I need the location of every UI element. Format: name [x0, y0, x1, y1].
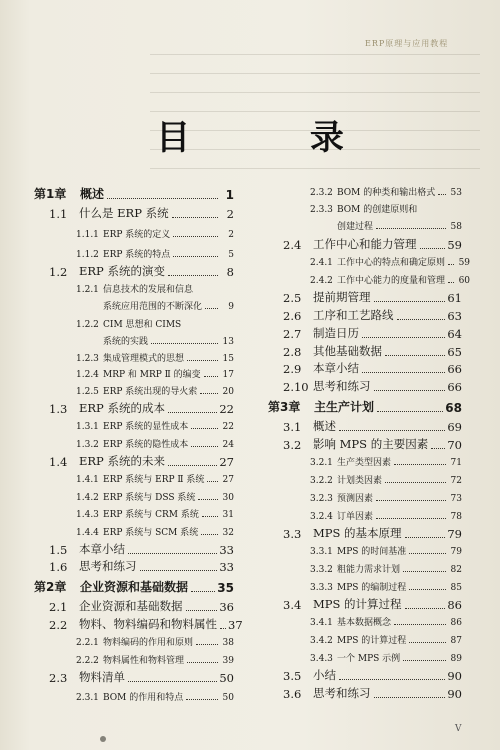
entry-page: 86	[447, 598, 462, 612]
entry-number: 2.4	[283, 238, 302, 252]
entry-number: 第2章	[34, 580, 67, 594]
toc-section-entry	[34, 669, 234, 685]
leader-dots	[207, 481, 218, 482]
entry-title: 概述	[80, 187, 105, 201]
toc-section-entry	[268, 525, 462, 541]
leader-dots	[191, 591, 215, 592]
entry-title: ERP 系统的特点	[103, 250, 171, 260]
leader-dots	[173, 236, 218, 237]
toc-subsection-entry	[34, 690, 234, 703]
toc-subsection-entry	[34, 490, 234, 503]
leader-dots	[376, 500, 446, 501]
entry-title: 思考和练习	[313, 686, 371, 700]
leader-dots	[128, 681, 217, 682]
entry-page: 13	[222, 337, 234, 347]
entry-number: 1.5	[49, 543, 68, 557]
leader-dots	[168, 465, 217, 466]
entry-number: 3.4	[283, 598, 302, 612]
toc-section-entry	[268, 667, 462, 683]
leader-dots	[205, 308, 218, 309]
entry-number: 2.2.1	[76, 638, 99, 648]
toc-section-entry	[268, 685, 462, 701]
entry-title: MPS 的基本原理	[313, 526, 402, 540]
leader-dots	[397, 319, 446, 320]
entry-title: ERP 系统出现的导火索	[103, 387, 198, 397]
entry-number: 2.10	[283, 380, 309, 394]
toc-section-entry	[268, 343, 462, 359]
entry-title: ERP 系统的隐性成本	[103, 440, 189, 450]
entry-number: 1.3.1	[76, 422, 99, 432]
entry-number: 3.2.4	[310, 512, 333, 522]
toc-subsection-entry	[268, 544, 462, 557]
entry-title: 工序和工艺路线	[313, 308, 394, 322]
toc-section-entry	[34, 616, 243, 632]
toc-subsection-entry	[268, 202, 462, 215]
entry-page: 33	[219, 543, 234, 557]
toc-subsection-entry	[34, 635, 234, 648]
entry-page: 78	[450, 512, 462, 522]
toc-subsection-entry	[34, 525, 234, 538]
leader-dots	[376, 228, 446, 229]
toc-section-entry	[34, 400, 234, 416]
entry-title: ERP 系统的定义	[103, 230, 171, 240]
entry-number: 3.3	[283, 527, 302, 541]
leader-dots	[376, 518, 446, 519]
entry-title: 计划类因素	[337, 476, 383, 486]
entry-number: 2.3.2	[310, 188, 333, 198]
leader-dots	[362, 337, 445, 338]
leader-dots	[448, 264, 454, 265]
entry-page: 32	[222, 528, 234, 538]
entry-page: 2	[228, 230, 234, 240]
entry-number: 3.2.2	[310, 476, 333, 486]
entry-title: BOM 的种类和输出格式	[337, 188, 436, 198]
entry-page: 82	[450, 565, 462, 575]
entry-title: 创建过程	[337, 222, 374, 232]
toc-subsection-entry	[34, 299, 234, 312]
entry-title: MPS 的计算过程	[313, 597, 402, 611]
entry-title: 企业资源和基础数据	[79, 599, 183, 613]
entry-page: 61	[447, 291, 462, 305]
leader-dots	[107, 198, 218, 199]
leader-dots	[405, 537, 446, 538]
toc-section-entry	[34, 541, 234, 557]
leader-dots	[403, 660, 446, 661]
toc-subsection-entry	[34, 334, 234, 347]
entry-title: ERP 系统的未来	[79, 454, 165, 468]
toc-chapter-entry	[34, 578, 234, 595]
toc-chapter-entry	[268, 398, 462, 415]
toc-section-entry	[34, 263, 234, 279]
entry-page: 35	[217, 581, 234, 595]
entry-number: 1.2.3	[76, 354, 99, 364]
entry-title: MPS 的计算过程	[337, 636, 407, 646]
leader-dots	[128, 553, 217, 554]
entry-number: 1.4.1	[76, 475, 99, 485]
toc-section-entry	[268, 436, 462, 452]
entry-page: 79	[447, 527, 462, 541]
entry-number: 3.4.1	[310, 618, 333, 628]
toc-subsection-entry	[34, 507, 234, 520]
leader-dots	[187, 662, 218, 663]
entry-page: 37	[228, 618, 243, 632]
entry-title: 工作中心和能力管理	[313, 237, 417, 251]
toc-subsection-entry	[34, 227, 234, 240]
toc-subsection-entry	[268, 255, 471, 268]
leader-dots	[220, 628, 226, 629]
entry-number: 2.4.1	[310, 258, 333, 268]
entry-title: BOM 的作用和特点	[103, 693, 184, 703]
leader-dots	[339, 679, 445, 680]
leader-dots	[200, 393, 218, 394]
entry-page: 59	[447, 238, 462, 252]
page-number: Ⅴ	[455, 724, 462, 734]
entry-page: 63	[447, 309, 462, 323]
entry-number: 3.3.2	[310, 565, 333, 575]
entry-title: ERP 系统的演变	[79, 264, 165, 278]
entry-title: 其他基础数据	[313, 344, 382, 358]
entry-page: 85	[450, 583, 462, 593]
entry-page: 64	[447, 327, 462, 341]
entry-page: 50	[219, 671, 234, 685]
entry-title: 概述	[313, 419, 336, 433]
leader-dots	[339, 430, 445, 431]
toc-subsection-entry	[268, 615, 462, 628]
entry-page: 73	[450, 494, 462, 504]
leader-dots	[191, 428, 218, 429]
toc-subsection-entry	[268, 273, 471, 286]
entry-title: 一个 MPS 示例	[337, 654, 401, 664]
entry-page: 33	[219, 560, 234, 574]
entry-page: 30	[222, 493, 234, 503]
entry-number: 1.1.1	[76, 230, 99, 240]
entry-page: 39	[222, 656, 234, 666]
leader-dots	[173, 256, 218, 257]
toc-subsection-entry	[34, 419, 234, 432]
entry-number: 3.3.3	[310, 583, 333, 593]
entry-title: 物料编码的作用和原则	[103, 638, 194, 648]
leader-dots	[448, 282, 454, 283]
entry-title: 什么是 ERP 系统	[79, 206, 169, 220]
entry-title: MPS 的编制过程	[337, 583, 407, 593]
entry-page: 87	[450, 636, 462, 646]
entry-number: 3.2	[283, 438, 302, 452]
entry-number: 3.3.1	[310, 547, 333, 557]
entry-number: 2.3.3	[310, 205, 333, 215]
leader-dots	[385, 355, 445, 356]
entry-title: 本章小结	[313, 361, 359, 375]
leader-dots	[438, 194, 446, 195]
toc-subsection-entry	[268, 455, 462, 468]
toc-subsection-entry	[34, 437, 234, 450]
leader-dots	[140, 570, 218, 571]
entry-number: 2.9	[283, 362, 302, 376]
entry-title: 思考和练习	[79, 559, 137, 573]
leader-dots	[186, 699, 218, 700]
entry-page: 22	[222, 422, 234, 432]
entry-title: ERP 系统与 SCM 系统	[103, 528, 199, 538]
toc-subsection-entry	[34, 351, 234, 364]
entry-title: 基本数据概念	[337, 618, 392, 628]
leader-dots	[186, 610, 218, 611]
entry-page: 90	[447, 687, 462, 701]
leader-dots	[374, 301, 446, 302]
toc-section-entry	[34, 558, 234, 574]
entry-title: CIM 思想和 CIMS	[103, 320, 182, 330]
leader-dots	[187, 360, 218, 361]
leader-dots	[409, 589, 446, 590]
entry-page: 31	[222, 510, 234, 520]
toc-subsection-entry	[34, 653, 234, 666]
entry-number: 1.2.4	[76, 370, 99, 380]
leader-dots	[172, 217, 218, 218]
toc-subsection-entry	[268, 185, 462, 198]
page-speck	[100, 736, 106, 742]
entry-page: 9	[228, 302, 234, 312]
entry-title: 系统应用范围的不断深化	[103, 302, 203, 312]
toc-subsection-entry	[268, 651, 462, 664]
leader-dots	[362, 372, 445, 373]
entry-title: ERP 系统的成本	[79, 401, 165, 415]
entry-page: 65	[447, 345, 462, 359]
entry-page: 1	[225, 188, 234, 202]
entry-number: 3.1	[283, 420, 302, 434]
leader-dots	[204, 376, 218, 377]
entry-number: 2.3.1	[76, 693, 99, 703]
entry-number: 第1章	[34, 187, 67, 201]
toc-section-entry	[34, 205, 234, 221]
entry-title: 信息技术的发展和信息	[103, 285, 194, 295]
toc-chapter-entry	[34, 185, 234, 202]
entry-number: 3.2.1	[310, 458, 333, 468]
entry-title: 物料属性和物料管理	[103, 656, 185, 666]
entry-number: 1.2.5	[76, 387, 99, 397]
entry-title: 小结	[313, 668, 336, 682]
toc-title: 目 录	[156, 118, 398, 158]
entry-page: 69	[447, 420, 462, 434]
entry-page: 15	[222, 354, 234, 364]
toc-subsection-entry	[34, 384, 234, 397]
entry-title: 制造日历	[313, 326, 359, 340]
entry-number: 3.5	[283, 669, 302, 683]
entry-page: 36	[219, 600, 234, 614]
toc-subsection-entry	[268, 509, 462, 522]
leader-dots	[198, 499, 218, 500]
toc-section-entry	[34, 453, 234, 469]
entry-number: 1.2	[49, 265, 68, 279]
toc-subsection-entry	[268, 219, 462, 232]
entry-page: 58	[450, 222, 462, 232]
entry-title: 企业资源和基础数据	[80, 580, 189, 594]
entry-page: 90	[447, 669, 462, 683]
toc-subsection-entry	[268, 580, 462, 593]
toc-subsection-entry	[34, 367, 234, 380]
entry-number: 第3章	[268, 400, 301, 414]
entry-page: 66	[447, 380, 462, 394]
toc-subsection-entry	[34, 472, 234, 485]
toc-subsection-entry	[268, 562, 462, 575]
toc-section-entry	[268, 596, 462, 612]
entry-number: 1.2.2	[76, 320, 99, 330]
leader-dots	[409, 553, 446, 554]
toc-section-entry	[268, 360, 462, 376]
entry-page: 70	[447, 438, 462, 452]
entry-title: ERP 系统的显性成本	[103, 422, 189, 432]
entry-number: 3.6	[283, 687, 302, 701]
entry-title: 系统的实践	[103, 337, 149, 347]
entry-number: 3.2.3	[310, 494, 333, 504]
entry-number: 2.5	[283, 291, 302, 305]
entry-page: 22	[219, 402, 234, 416]
leader-dots	[202, 516, 218, 517]
entry-title: ERP 系统与 ERP Ⅱ 系统	[103, 475, 205, 485]
entry-page: 27	[219, 455, 234, 469]
entry-title: 物料清单	[79, 670, 125, 684]
toc-subsection-entry	[34, 282, 234, 295]
entry-number: 1.4.4	[76, 528, 99, 538]
entry-title: 预测因素	[337, 494, 374, 504]
entry-title: 集成管理模式的思想	[103, 354, 185, 364]
entry-title: ERP 系统与 DSS 系统	[103, 493, 196, 503]
leader-dots	[420, 248, 446, 249]
entry-number: 2.4.2	[310, 276, 333, 286]
entry-number: 1.1	[49, 207, 68, 221]
leader-dots	[151, 343, 218, 344]
leader-dots	[394, 624, 446, 625]
toc-section-entry	[268, 307, 462, 323]
entry-page: 71	[450, 458, 462, 468]
entry-title: 工作中心的特点和确定原则	[337, 258, 446, 268]
toc-subsection-entry	[268, 473, 462, 486]
entry-title: MPS 的时间基准	[337, 547, 407, 557]
entry-page: 59	[458, 258, 471, 268]
entry-page: 79	[450, 547, 462, 557]
entry-title: 物料、物料编码和物料属性	[79, 617, 217, 631]
leader-dots	[394, 464, 446, 465]
toc-subsection-entry	[34, 247, 234, 260]
entry-page: 60	[458, 276, 471, 286]
leader-dots	[374, 390, 446, 391]
leader-dots	[374, 697, 446, 698]
entry-page: 24	[222, 440, 234, 450]
entry-page: 2	[226, 207, 234, 221]
leader-dots	[168, 412, 217, 413]
entry-title: 提前期管理	[313, 290, 371, 304]
entry-number: 2.3	[49, 671, 68, 685]
entry-number: 1.4.3	[76, 510, 99, 520]
entry-number: 3.4.2	[310, 636, 333, 646]
entry-title: 影响 MPS 的主要因素	[313, 437, 429, 451]
entry-number: 1.1.2	[76, 250, 99, 260]
entry-page: 8	[226, 265, 234, 279]
leader-dots	[385, 482, 446, 483]
leader-dots	[403, 571, 446, 572]
entry-number: 2.7	[283, 327, 302, 341]
leader-dots	[405, 608, 446, 609]
entry-number: 3.4.3	[310, 654, 333, 664]
leader-dots	[201, 534, 218, 535]
toc-section-entry	[268, 418, 462, 434]
entry-page: 72	[450, 476, 462, 486]
running-head: ERP原理与应用教程	[365, 39, 449, 48]
entry-title: 本章小结	[79, 542, 125, 556]
entry-page: 50	[222, 693, 234, 703]
leader-dots	[196, 644, 218, 645]
toc-section-entry	[34, 598, 234, 614]
entry-number: 2.6	[283, 309, 302, 323]
entry-page: 89	[450, 654, 462, 664]
entry-page: 20	[222, 387, 234, 397]
entry-number: 1.6	[49, 560, 68, 574]
entry-page: 68	[445, 401, 462, 415]
entry-title: 生产类型因素	[337, 458, 392, 468]
toc-subsection-entry	[268, 633, 462, 646]
entry-number: 1.4.2	[76, 493, 99, 503]
entry-number: 1.3	[49, 402, 68, 416]
entry-number: 2.2	[49, 618, 68, 632]
entry-title: MRP 和 MRP Ⅱ 的编变	[103, 370, 201, 380]
leader-dots	[431, 448, 445, 449]
leader-dots	[409, 642, 446, 643]
entry-number: 1.2.1	[76, 285, 99, 295]
entry-page: 53	[450, 188, 462, 198]
entry-number: 2.8	[283, 345, 302, 359]
entry-page: 5	[228, 250, 234, 260]
entry-page: 66	[447, 362, 462, 376]
leader-dots	[191, 446, 218, 447]
toc-section-entry	[268, 236, 462, 252]
leader-dots	[168, 275, 218, 276]
entry-number: 2.2.2	[76, 656, 99, 666]
entry-title: 订单因素	[337, 512, 374, 522]
entry-number: 1.4	[49, 455, 68, 469]
entry-page: 27	[222, 475, 234, 485]
toc-section-entry	[268, 325, 462, 341]
entry-page: 38	[222, 638, 234, 648]
leader-dots	[377, 411, 443, 412]
toc-subsection-entry	[34, 317, 234, 330]
toc-subsection-entry	[268, 491, 462, 504]
entry-title: 工作中心能力的度量和管理	[337, 276, 446, 286]
entry-title: 思考和练习	[313, 379, 371, 393]
entry-title: 粗能力需求计划	[337, 565, 401, 575]
entry-title: ERP 系统与 CRM 系统	[103, 510, 199, 520]
toc-section-entry	[268, 378, 462, 394]
entry-title: 主生产计划	[314, 400, 375, 414]
entry-title: BOM 的创建原则和	[337, 205, 418, 215]
entry-page: 17	[222, 370, 234, 380]
toc-section-entry	[268, 289, 462, 305]
entry-page: 86	[450, 618, 462, 628]
entry-number: 1.3.2	[76, 440, 99, 450]
entry-number: 2.1	[49, 600, 68, 614]
